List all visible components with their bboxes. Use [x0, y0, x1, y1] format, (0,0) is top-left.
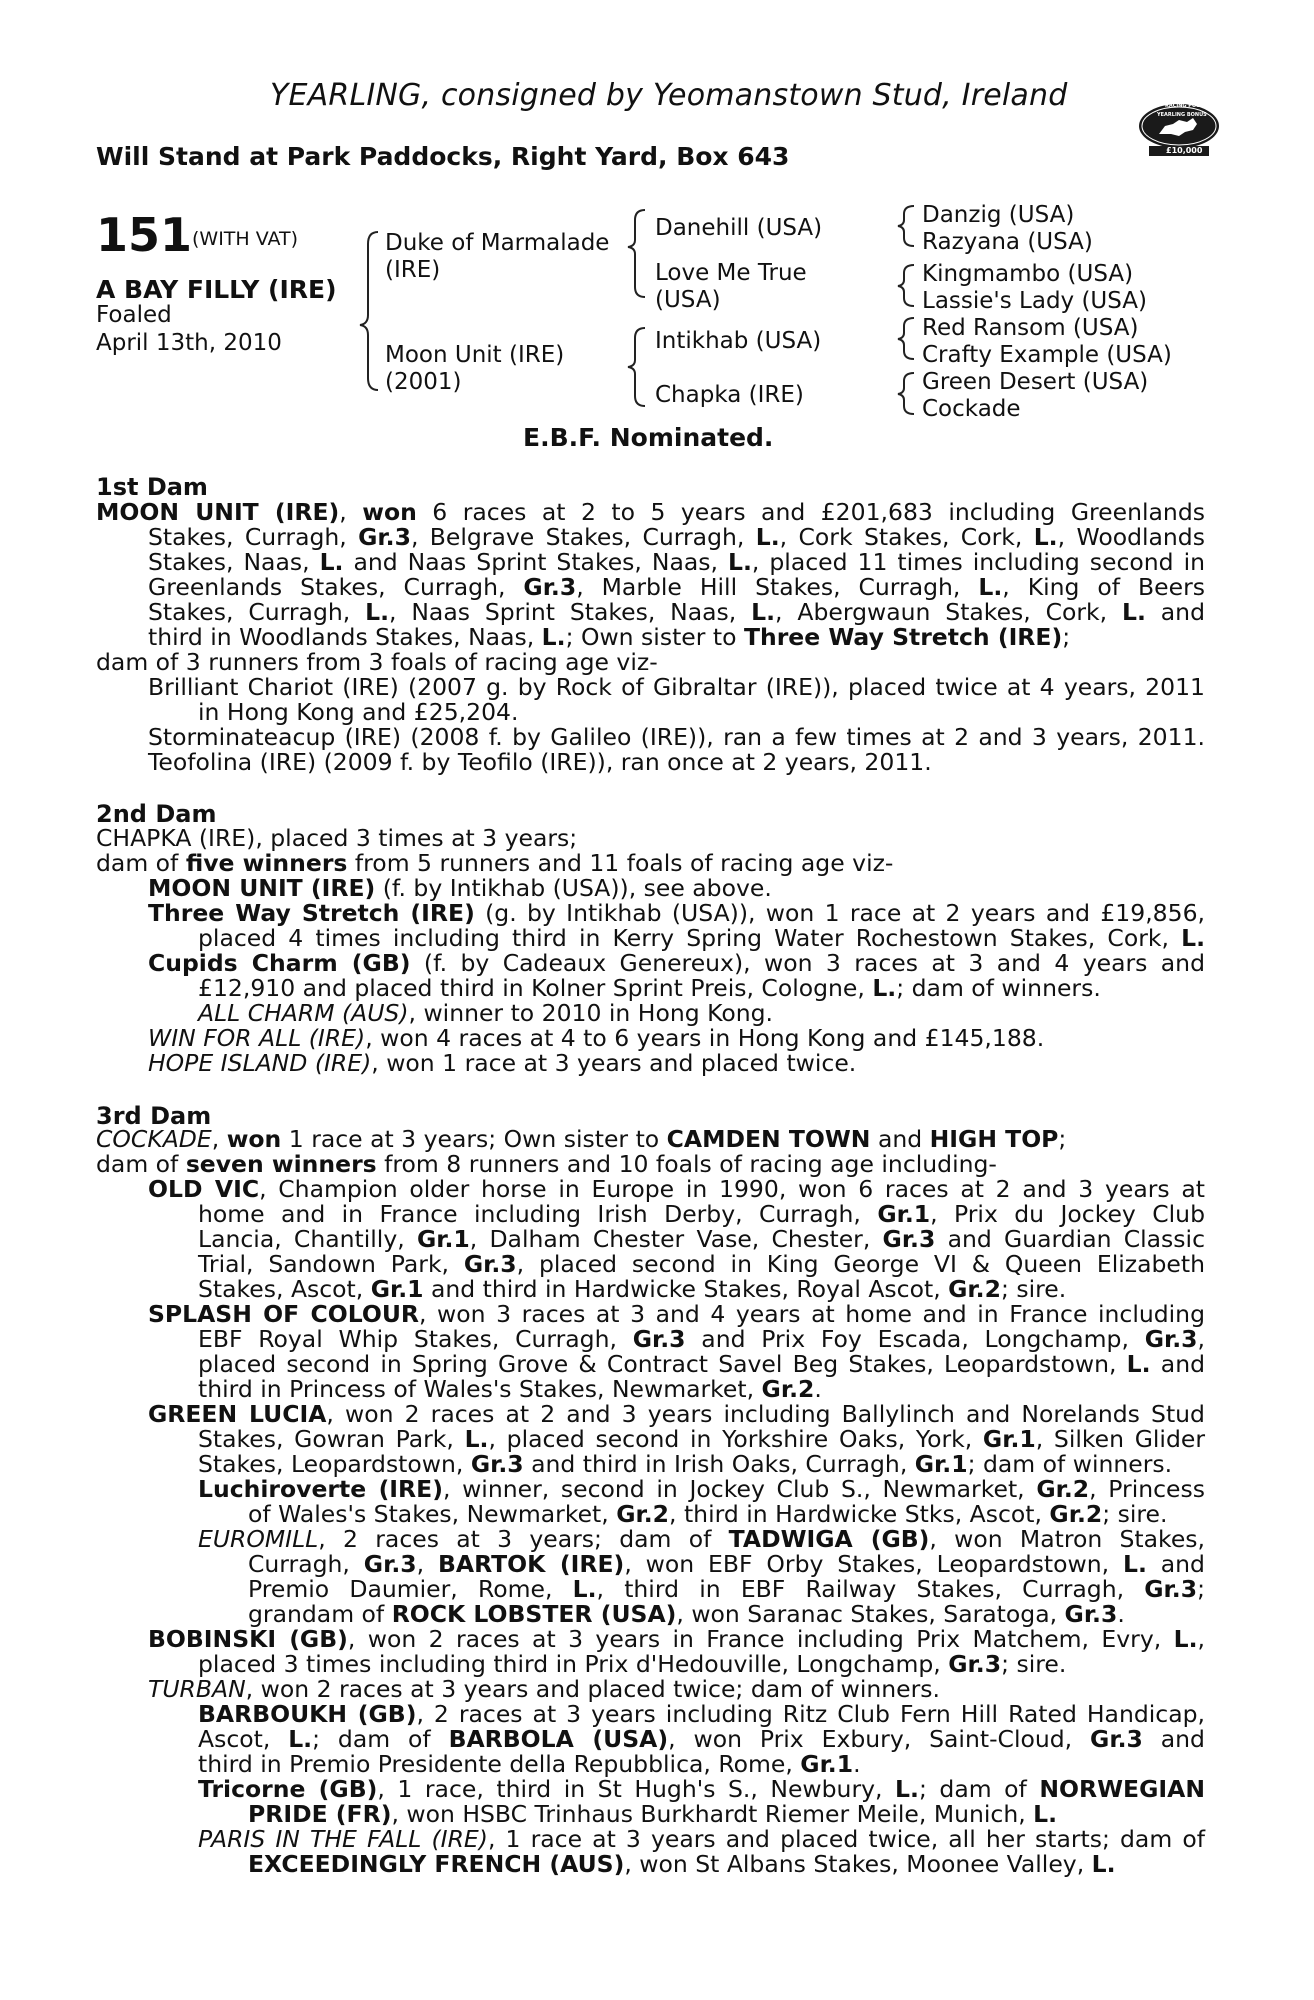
text-span: EBF Royal Whip Stakes, Curragh,	[198, 1325, 633, 1353]
text-span: Gr.2	[616, 1500, 670, 1528]
text-span: won	[362, 498, 417, 526]
pedigree-sire-line2: (IRE)	[385, 257, 441, 283]
text-span: ROCK LOBSTER (USA)	[391, 1600, 677, 1628]
text-span: , 1 race at 3 years and placed twice, all her starts; dam of	[487, 1825, 1205, 1853]
text-span: ,	[339, 498, 363, 526]
text-line	[198, 1452, 1172, 1478]
text-line	[198, 1702, 1205, 1728]
text-span: and	[1145, 598, 1205, 626]
pedigree-dam-dam: Chapka (IRE)	[655, 382, 804, 408]
text-span: , Marble Hill Stakes, Curragh,	[576, 573, 979, 601]
text-span: L.	[978, 573, 1003, 601]
text-span: Curragh,	[248, 1550, 364, 1578]
text-span: L.	[365, 598, 390, 626]
text-span: Gr.3	[948, 1650, 1002, 1678]
text-span: Gr.1	[370, 1275, 424, 1303]
section-title-second-dam: 2nd Dam	[96, 800, 217, 828]
text-span: Gr.3	[358, 523, 411, 551]
text-line	[148, 750, 932, 776]
text-span: , winner to 2010 in Hong Kong.	[408, 999, 774, 1027]
text-span: L.	[572, 1575, 597, 1603]
text-span: won	[226, 1125, 282, 1153]
text-span: Trial, Sandown Park,	[198, 1250, 464, 1278]
text-span: , 2 races at 3 years including Ritz Club Fern Hill Rated Handicap,	[416, 1700, 1205, 1728]
pedigree-sire-sire: Danehill (USA)	[655, 215, 823, 241]
text-line	[148, 675, 1205, 701]
text-span: 6 races at 2 to 5 years and £201,683 including Greenlands	[416, 498, 1205, 526]
text-span: Stakes, Curragh,	[148, 523, 359, 551]
pedigree-g4-8: Cockade	[922, 396, 1021, 422]
text-span: Gr.3	[1064, 1600, 1118, 1628]
text-span: WIN FOR ALL (IRE)	[148, 1024, 366, 1052]
text-span: and third in Hardwicke Stakes, Royal Ascot,	[423, 1275, 949, 1303]
text-span: Greenlands Stakes, Curragh,	[148, 573, 524, 601]
text-line	[198, 1252, 1205, 1278]
text-line	[96, 826, 577, 852]
text-line	[198, 1652, 1066, 1678]
text-line	[148, 951, 1205, 977]
pedigree-sire-dam-line1: Love Me True	[655, 260, 807, 286]
text-span: Stakes, Ascot,	[198, 1275, 371, 1303]
text-span: home and in France including Irish Derby, Curragh,	[198, 1200, 878, 1228]
text-span: MOON UNIT (IRE)	[148, 874, 376, 902]
text-line	[248, 1552, 1205, 1578]
text-span: , Naas Sprint Stakes, Naas,	[389, 598, 752, 626]
text-span: Stakes, Naas,	[148, 548, 320, 576]
text-span: L.	[319, 548, 344, 576]
text-span: in Hong Kong and £25,204.	[198, 698, 519, 726]
text-line	[148, 625, 1070, 651]
text-span: Gr.3	[363, 1550, 417, 1578]
text-span: , Belgrave Stakes, Curragh,	[410, 523, 756, 551]
text-span: ; dam of	[918, 1775, 1040, 1803]
text-span: CHAPKA (IRE), placed 3 times at 3 years;	[96, 824, 578, 852]
text-span: of Wales's Stakes, Newmarket,	[248, 1500, 617, 1528]
text-span: MOON UNIT (IRE)	[96, 498, 340, 526]
text-span: £12,910 and placed third in Kolner Sprint Preis, Cologne,	[198, 974, 873, 1002]
text-span: ,	[1197, 1325, 1205, 1353]
text-span: L.	[751, 598, 776, 626]
text-span: , Abergwaun Stakes, Cork,	[775, 598, 1123, 626]
text-line	[248, 1577, 1205, 1603]
foaled-date: April 13th, 2010	[96, 330, 282, 356]
text-line	[198, 1752, 861, 1778]
text-span: HOPE ISLAND (IRE)	[148, 1049, 372, 1077]
text-line	[96, 650, 658, 676]
text-line	[248, 1852, 1116, 1878]
text-span: from 5 runners and 11 foals of racing age viz-	[347, 849, 894, 877]
text-span: COCKADE	[96, 1125, 212, 1153]
text-span: ; Own sister to	[565, 623, 744, 651]
text-span: and Prix Foy Escada, Longchamp,	[685, 1325, 1145, 1353]
text-span: ;	[1058, 1125, 1067, 1153]
text-span: , Dalham Chester Vase, Chester,	[469, 1225, 883, 1253]
text-span: ; sire.	[1000, 1275, 1067, 1303]
text-span: , won 4 races at 4 to 6 years in Hong Kong and £145,188.	[365, 1024, 1045, 1052]
text-span: Stakes, Leopardstown,	[198, 1450, 471, 1478]
text-span: L.	[1122, 1550, 1147, 1578]
text-span: Gr.2	[1049, 1500, 1103, 1528]
text-span: Premio Daumier, Rome,	[248, 1575, 573, 1603]
badge-amount: £10,000	[1166, 146, 1203, 155]
text-line	[148, 600, 1205, 626]
text-span: , placed second in Yorkshire Oaks, York,	[488, 1425, 983, 1453]
text-span: , won 1 race at 3 years and placed twice.	[371, 1049, 857, 1077]
text-span: L.	[728, 548, 752, 576]
text-span: TADWIGA (GB)	[728, 1525, 930, 1553]
text-span: Gr.1	[416, 1225, 470, 1253]
text-span: , Woodlands	[1057, 523, 1205, 551]
text-span: .	[814, 1375, 822, 1403]
text-span: EXCEEDINGLY FRENCH (AUS)	[248, 1850, 625, 1878]
badge-top-text: RACING POST	[1165, 103, 1204, 109]
text-span: , won EBF Orby Stakes, Leopardstown,	[624, 1550, 1123, 1578]
text-span: five winners	[185, 849, 348, 877]
text-line	[198, 1377, 822, 1403]
text-line	[148, 1627, 1205, 1653]
text-line	[148, 1026, 1044, 1052]
text-line	[198, 1227, 1205, 1253]
text-span: Three Way Stretch (IRE)	[148, 899, 475, 927]
pedigree-dam-line1: Moon Unit (IRE)	[385, 342, 565, 368]
text-span: , Princess	[1089, 1475, 1205, 1503]
text-span: Lancia, Chantilly,	[198, 1225, 417, 1253]
badge-mid-text: YEARLING BONUS	[1157, 112, 1207, 118]
text-span: L.	[1173, 1625, 1198, 1653]
ebf-nominated: E.B.F. Nominated.	[523, 423, 774, 452]
text-span: EUROMILL	[198, 1525, 319, 1553]
text-span: ,	[211, 1125, 227, 1153]
text-line	[148, 1177, 1205, 1203]
text-span: , Champion older horse in Europe in 1990, won 6 races at 2 and 3 years at	[259, 1175, 1205, 1203]
text-span: ; dam of winners.	[967, 1450, 1173, 1478]
pedigree-g4-6: Crafty Example (USA)	[922, 342, 1172, 368]
text-span: Luchiroverte (IRE)	[198, 1475, 443, 1503]
text-line	[198, 1277, 1066, 1303]
text-span: Gr.1	[800, 1750, 854, 1778]
text-span: Stakes, Curragh,	[148, 598, 366, 626]
text-span: and	[870, 1125, 930, 1153]
text-span: grandam of	[248, 1600, 392, 1628]
text-span: Teofolina (IRE) (2009 f. by Teofilo (IRE)), ran once at 2 years, 2011.	[148, 748, 932, 776]
text-span: BARBOLA (USA)	[448, 1725, 669, 1753]
text-span: BARTOK (IRE)	[437, 1550, 625, 1578]
text-line	[198, 1202, 1205, 1228]
text-span: GREEN LUCIA	[148, 1400, 327, 1428]
pedigree-g4-3: Kingmambo (USA)	[922, 261, 1134, 287]
text-span: Gr.3	[1144, 1575, 1198, 1603]
text-span: Three Way Stretch (IRE)	[743, 623, 1063, 651]
text-line	[148, 525, 1205, 551]
text-span: NORWEGIAN	[1039, 1775, 1205, 1803]
text-span: L.	[1091, 1850, 1116, 1878]
text-span: Stakes, Gowran Park,	[198, 1425, 465, 1453]
text-span: , Prix du Jockey Club	[930, 1200, 1205, 1228]
text-line	[148, 725, 1205, 751]
catalogue-heading: YEARLING, consigned by Yeomanstown Stud, Ireland	[270, 78, 1068, 113]
text-line	[198, 1427, 1205, 1453]
pedigree-dam-sire: Intikhab (USA)	[655, 328, 822, 354]
text-line	[198, 1001, 773, 1027]
text-span: third in Premio Presidente della Repubblica, Rome,	[198, 1750, 801, 1778]
text-span: and Guardian Classic	[935, 1225, 1205, 1253]
text-line	[198, 1727, 1205, 1753]
text-span: , won St Albans Stakes, Moonee Valley,	[624, 1850, 1092, 1878]
vat-note: (WITH VAT)	[192, 228, 299, 250]
text-span: ,	[416, 1550, 438, 1578]
text-span: L.	[872, 974, 897, 1002]
text-span: , placed 11 times including second in	[751, 548, 1205, 576]
foaled-label: Foaled	[96, 302, 172, 328]
pedigree-g4-4: Lassie's Lady (USA)	[922, 288, 1148, 314]
text-line	[148, 1051, 856, 1077]
text-span: (f. by Intikhab (USA)), see above.	[375, 874, 772, 902]
text-span: , won 3 races at 3 and 4 years at home and in France including	[419, 1300, 1205, 1328]
text-span: Cupids Charm (GB)	[148, 949, 411, 977]
text-span: , placed second in King George VI & Queen Elizabeth	[516, 1250, 1205, 1278]
lot-description: A BAY FILLY (IRE)	[96, 275, 337, 304]
text-line	[198, 1477, 1205, 1503]
text-line	[248, 1602, 1125, 1628]
text-span: Gr.2	[761, 1375, 815, 1403]
text-span: PARIS IN THE FALL (IRE)	[198, 1825, 488, 1853]
text-span: (g. by Intikhab (USA)), won 1 race at 2 years and £19,856,	[474, 899, 1205, 927]
pedigree-sire-dam-line2: (USA)	[655, 287, 721, 313]
text-span: dam of 3 runners from 3 foals of racing age viz-	[96, 648, 658, 676]
text-span: Gr.3	[523, 573, 577, 601]
text-span: L.	[288, 1725, 313, 1753]
text-line	[96, 1152, 997, 1178]
text-line	[198, 1527, 1205, 1553]
text-span: Gr.3	[632, 1325, 686, 1353]
text-span: , third in EBF Railway Stakes, Curragh,	[596, 1575, 1145, 1603]
text-span: ; dam of	[312, 1725, 449, 1753]
text-span: placed 3 times including third in Prix d'Hedouville, Longchamp,	[198, 1650, 949, 1678]
text-span: , third in Hardwicke Stks, Ascot,	[669, 1500, 1050, 1528]
text-span: placed 4 times including third in Kerry Spring Water Rochestown Stakes, Cork,	[198, 924, 1182, 952]
text-span: Gr.1	[877, 1200, 931, 1228]
text-span: and	[1146, 1550, 1205, 1578]
text-span: L.	[755, 523, 780, 551]
text-line	[148, 1677, 940, 1703]
text-span: ; sire.	[1102, 1500, 1168, 1528]
text-span: Tricorne (GB)	[198, 1775, 378, 1803]
text-span: , Cork Stakes, Cork,	[779, 523, 1034, 551]
section-title-third-dam: 3rd Dam	[96, 1102, 212, 1130]
text-span: .	[853, 1750, 861, 1778]
text-span: and	[1142, 1725, 1205, 1753]
text-span: HIGH TOP	[929, 1125, 1059, 1153]
text-span: SPLASH OF COLOUR	[148, 1300, 420, 1328]
text-line	[248, 1802, 1057, 1828]
text-line	[96, 851, 893, 877]
text-span: L.	[1126, 1350, 1151, 1378]
stand-location: Will Stand at Park Paddocks, Right Yard, Box 643	[96, 142, 790, 171]
text-span: , won Saranac Stakes, Saratoga,	[676, 1600, 1065, 1628]
text-span: Gr.3	[470, 1450, 524, 1478]
text-span: L.	[1033, 523, 1058, 551]
text-line	[198, 1352, 1205, 1378]
text-line	[198, 1777, 1205, 1803]
text-span: Gr.3	[463, 1250, 517, 1278]
text-span: TURBAN	[148, 1675, 246, 1703]
text-span: and third in Irish Oaks, Curragh,	[523, 1450, 915, 1478]
text-span: BOBINSKI (GB)	[148, 1625, 348, 1653]
text-span: , won Prix Exbury, Saint-Cloud,	[668, 1725, 1091, 1753]
text-span: Gr.2	[948, 1275, 1001, 1303]
text-span: ; sire.	[1001, 1650, 1067, 1678]
text-span: , 1 race, third in St Hugh's S., Newbury,	[377, 1775, 896, 1803]
text-span: Gr.1	[982, 1425, 1036, 1453]
text-span: seven winners	[185, 1150, 377, 1178]
text-span: , won 2 races at 3 years and placed twice; dam of winners.	[245, 1675, 940, 1703]
text-span: Gr.2	[1036, 1475, 1090, 1503]
text-span: Gr.3	[882, 1225, 936, 1253]
text-line	[248, 1502, 1167, 1528]
text-span: , Silken Glider	[1035, 1425, 1205, 1453]
text-span: OLD VIC	[148, 1175, 260, 1203]
text-span: (f. by Cadeaux Genereux), won 3 races at 3 and 4 years and	[410, 949, 1205, 977]
text-line	[198, 700, 518, 726]
text-span: from 8 runners and 10 foals of racing age including-	[376, 1150, 997, 1178]
text-span: Ascot,	[198, 1725, 289, 1753]
text-span: , King of Beers	[1002, 573, 1205, 601]
pedigree-dam-line2: (2001)	[385, 369, 462, 395]
text-span: , 2 races at 3 years; dam of	[318, 1525, 729, 1553]
text-span: Brilliant Chariot (IRE) (2007 g. by Rock of Gibraltar (IRE)), placed twice at 4 years, 2011	[148, 673, 1205, 701]
text-span: Gr.3	[1090, 1725, 1143, 1753]
text-span: L.	[1033, 1800, 1058, 1828]
text-span: , won 2 races at 2 and 3 years including Ballylinch and Norelands Stud	[326, 1400, 1205, 1428]
text-span: ;	[1062, 623, 1071, 651]
text-span: placed second in Spring Grove & Contract Savel Beg Stakes, Leopardstown,	[198, 1350, 1127, 1378]
text-span: dam of	[96, 1150, 186, 1178]
text-span: , won HSBC Trinhaus Burkhardt Riemer Meile, Munich,	[391, 1800, 1034, 1828]
text-span: third in Princess of Wales's Stakes, Newmarket,	[198, 1375, 762, 1403]
text-line	[96, 1127, 1066, 1153]
text-span: dam of	[96, 849, 186, 877]
pedigree-g4-5: Red Ransom (USA)	[922, 315, 1139, 341]
text-line	[148, 550, 1205, 576]
text-span: Gr.1	[914, 1450, 968, 1478]
text-span: .	[1117, 1600, 1125, 1628]
text-line	[148, 876, 772, 902]
text-span: , won Matron Stakes,	[929, 1525, 1205, 1553]
text-span: third in Woodlands Stakes, Naas,	[148, 623, 542, 651]
section-title-first-dam: 1st Dam	[96, 473, 208, 501]
text-span: 1 race at 3 years; Own sister to	[281, 1125, 667, 1153]
text-line	[198, 926, 1205, 952]
text-line	[148, 901, 1205, 927]
pedigree-sire-line1: Duke of Marmalade	[385, 230, 610, 256]
text-span: Storminateacup (IRE) (2008 f. by Galileo (IRE)), ran a few times at 2 and 3 years, 2011.	[148, 723, 1205, 751]
text-span: L.	[895, 1775, 919, 1803]
text-line	[198, 1827, 1205, 1853]
text-span: , won 2 races at 3 years in France including Prix Matchem, Evry,	[347, 1625, 1174, 1653]
text-span: ; dam of winners.	[896, 974, 1101, 1002]
text-span: PRIDE (FR)	[248, 1800, 392, 1828]
text-span: Gr.3	[1144, 1325, 1198, 1353]
text-span: L.	[1181, 924, 1205, 952]
text-span: , winner, second in Jockey Club S., Newmarket,	[442, 1475, 1037, 1503]
text-span: ,	[1197, 1625, 1205, 1653]
text-line	[198, 976, 1101, 1002]
text-span: L.	[541, 623, 566, 651]
text-span: BARBOUKH (GB)	[198, 1700, 417, 1728]
pedigree-g4-7: Green Desert (USA)	[922, 369, 1149, 395]
text-span: and Naas Sprint Stakes, Naas,	[343, 548, 728, 576]
text-span: ;	[1197, 1575, 1205, 1603]
text-span: ALL CHARM (AUS)	[198, 999, 409, 1027]
text-span: L.	[1122, 598, 1146, 626]
pedigree-g4-2: Razyana (USA)	[922, 229, 1093, 255]
lot-number: 151	[96, 208, 193, 262]
pedigree-g4-1: Danzig (USA)	[922, 202, 1075, 228]
text-line	[148, 1302, 1205, 1328]
text-span: and	[1150, 1350, 1206, 1378]
text-span: CAMDEN TOWN	[666, 1125, 871, 1153]
text-span: L.	[464, 1425, 489, 1453]
text-line	[148, 575, 1205, 601]
text-line	[96, 500, 1205, 526]
text-line	[148, 1402, 1205, 1428]
text-line	[198, 1327, 1205, 1353]
